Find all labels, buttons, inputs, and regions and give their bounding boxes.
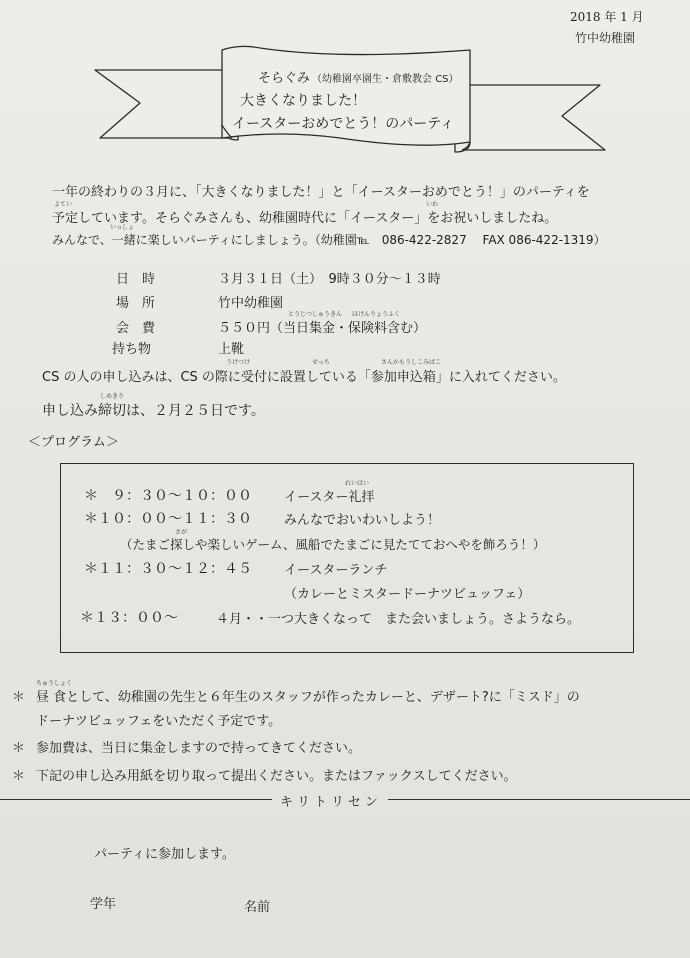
form-grade-label: 学年 [90,897,117,912]
ruby-toujitsu: とうじつしゅうきん [288,311,343,318]
banner-line3: イースターおめでとう！のパーティ [232,116,455,132]
program-desc-4: ４月・・一つ大きくなって また会いましょう。さようなら。 [216,612,581,627]
note-mark-1: ＊ [12,690,26,705]
form-attend-text: パーティに参加します。 [94,847,235,862]
issue-date: 2018 年 1 月 [570,10,644,24]
ruby-issho: いっしょ [110,224,135,231]
organization-name: 竹中幼稚園 [575,31,636,45]
program-note-1: （たまご探しや楽しいゲーム、風船でたまごに見たてておへやを飾ろう！） [120,537,546,552]
intro-line3: みんなで、一緒に楽しいパーティにしましょう。（幼稚園℡ 086-422-2827 FAX 086-422-1319） [52,233,606,247]
ruby-uketsuke: うけつけ [226,359,251,366]
detail-label-date: 日 時 [116,272,156,287]
ruby-sagashi: さが [175,529,188,536]
ruby-chuushoku: ちゅうしょく [36,680,73,687]
program-desc-3: イースターランチ [284,563,388,578]
banner-line2: 大きくなりました！ [240,93,366,109]
program-title: ＜プログラム＞ [28,435,119,450]
note-3-line1: 下記の申し込み用紙を切り取って提出ください。またはファックスしてください。 [36,769,517,784]
cut-line-label: キリトリセン [280,795,382,810]
form-name-label: 名前 [244,900,271,915]
ruby-yotei: よてい [54,201,73,208]
note-1-line2: ドーナツビュッフェをいただく予定です。 [36,714,282,729]
program-desc-1: イースター礼拝 [284,490,375,505]
intro-line1: 一年の終わりの３月に、「大きくなりました！」と「イースターおめでとう！」のパーティを [52,185,590,200]
note-mark-2: ＊ [12,741,26,756]
detail-value-items: 上靴 [218,342,245,357]
banner-title-sub: （幼稚園卒園生・倉敷教会 CS） [312,74,459,85]
program-time-4: ＊１３：００～ [80,610,178,626]
program-time-3: ＊１１：３０～１２：４５ [84,561,252,577]
note-mark-3: ＊ [12,769,26,784]
ruby-reihai: れいはい [345,480,370,487]
detail-label-items: 持ち物 [112,342,152,357]
program-note-2: （カレーとミスタードーナツビュッフェ） [284,587,531,602]
deadline-notice: 申し込み締切は、２月２５日です。 [42,403,265,419]
detail-value-place: 竹中幼稚園 [218,296,284,311]
ruby-setchi: せっち [312,359,330,366]
ruby-shimekiri: しめきり [100,393,125,400]
detail-value-date: ３月３１日（土） 9時３０分～１３時 [218,272,441,287]
note-1-line1: 昼 食として、幼稚園の先生と６年生のスタッフが作ったカレーと、デザート?に「ミスド」の [36,690,580,705]
program-time-2: ＊１０：００～１１：３０ [84,511,252,527]
cut-line-right [388,799,690,800]
detail-value-fee: ５５０円（当日集金・保険料含む） [218,321,427,336]
program-desc-2: みんなでおいわいしよう！ [284,513,441,528]
ruby-hoken: ほけんりょうふく [352,311,401,318]
program-time-1: ＊ ９：３０～１０：００ [84,488,252,504]
note-2-line1: 参加費は、当日に集金しますので持ってきてください。 [36,741,362,756]
banner-line1 [258,67,459,86]
ruby-sanka: さんかもうしこみばこ [381,359,442,366]
detail-label-fee: 会 費 [116,321,156,336]
ruby-iwai: いわ [426,201,439,208]
detail-label-place: 場 所 [116,296,156,311]
cs-notice: CS の人の申し込みは、CS の際に受付に設置している「参加申込箱」に入れてください。 [42,370,566,385]
cut-line-left [0,799,272,800]
banner-title-main: そらぐみ [258,71,311,86]
intro-line2: 予定しています。そらぐみさんも、幼稚園時代に「イースター」をお祝いしましたね。 [52,211,558,226]
